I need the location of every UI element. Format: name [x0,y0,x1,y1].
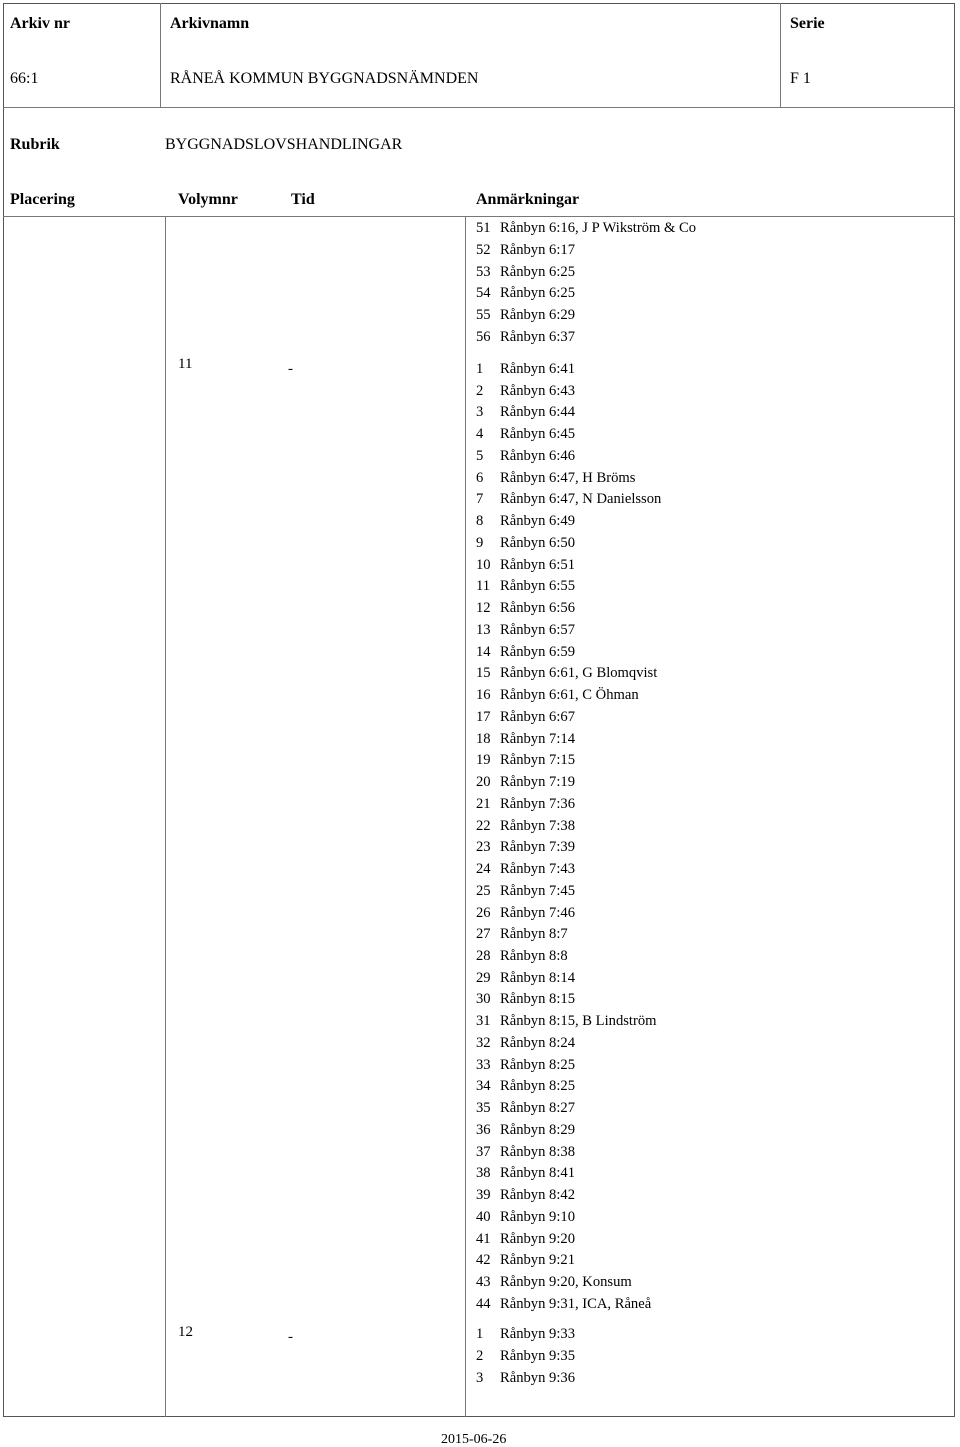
volume-tid: - [288,361,293,377]
entry-number: 8 [476,513,484,530]
arkivnamn-label: Arkivnamn [170,15,250,32]
entry-text: Rånbyn 8:38 [500,1143,575,1160]
entry-number: 19 [476,752,491,769]
list-item [476,1036,575,1051]
entry-text: Rånbyn 6:56 [500,600,575,617]
entry-number: 2 [476,1347,484,1364]
list-item [476,710,575,725]
list-item: 55 Rånbyn 6:29 [476,307,575,323]
list-item [476,688,639,703]
list-item [476,623,575,638]
list-item [476,927,568,942]
entry-text: Rånbyn 8:15 [500,991,575,1008]
list-item [476,666,657,681]
entry-number: 24 [476,861,491,878]
entry-number: 29 [476,969,491,986]
entry-number: 14 [476,643,491,660]
entry-number: 4 [476,426,484,443]
list-item [476,471,635,486]
entry-number: 38 [476,1165,491,1182]
entry-text: Rånbyn 7:46 [500,904,575,921]
list-item [476,1297,651,1312]
entry-number: 42 [476,1252,491,1269]
entry-number: 36 [476,1121,491,1138]
entry-number: 6 [476,469,484,486]
entry-text: Rånbyn 9:35 [500,1347,575,1364]
entry-number: 25 [476,882,491,899]
volume-tid: - [288,1329,293,1345]
rubrik-value: BYGGNADSLOVSHANDLINGAR [165,136,403,153]
entry-text: Rånbyn 8:41 [500,1165,575,1182]
list-item [476,558,575,573]
entry-text: Rånbyn 8:15, B Lindström [500,1013,657,1030]
list-item [476,1123,575,1138]
list-item [476,797,575,812]
entry-text: Rånbyn 7:39 [500,839,575,856]
entry-text: Rånbyn 8:29 [500,1121,575,1138]
entry-text: Rånbyn 7:45 [500,882,575,899]
entry-number: 16 [476,687,491,704]
list-item: 56 Rånbyn 6:37 [476,329,575,345]
entry-text: Rånbyn 9:31, ICA, Råneå [500,1295,652,1312]
header-column-divider [780,3,781,107]
entry-text: Rånbyn 8:7 [500,926,568,943]
entry-text: Rånbyn 6:49 [500,513,575,530]
arkivnr-value: 66:1 [10,70,39,87]
entry-number: 5 [476,447,484,464]
list-item [476,1166,575,1181]
list-item [476,384,575,399]
entry-text: Rånbyn 6:44 [500,404,575,421]
entry-number: 11 [476,578,491,595]
entry-number: 21 [476,795,491,812]
list-item [476,579,575,594]
entry-number: 7 [476,491,484,508]
entry-number: 43 [476,1274,491,1291]
entry-number: 17 [476,708,491,725]
entry-number: 31 [476,1013,491,1030]
entry-text: Rånbyn 9:10 [500,1208,575,1225]
entry-text: Rånbyn 6:43 [500,382,575,399]
entry-text: Rånbyn 8:14 [500,969,575,986]
entry-text: Rånbyn 6:45 [500,426,575,443]
entry-text: Rånbyn 6:67 [500,708,575,725]
list-item [476,601,575,616]
serie-value: F 1 [790,70,811,87]
entry-number: 1 [476,1326,484,1342]
list-item [476,1058,575,1073]
header-divider [3,107,955,108]
list-item [476,492,661,507]
list-item [476,862,575,877]
entry-number: 23 [476,839,491,856]
list-item: 52 Rånbyn 6:17 [476,242,575,258]
list-item [476,1349,575,1364]
entry-text: Rånbyn 6:41 [500,361,575,377]
list-item [476,840,575,855]
entry-text: Rånbyn 7:36 [500,795,575,812]
arkivnr-label: Arkiv nr [10,15,70,32]
list-item [476,1014,656,1029]
list-item: 51 Rånbyn 6:16, J P Wikström & Co [476,220,697,236]
entry-number: 2 [476,382,484,399]
list-item [476,362,575,377]
list-item [476,1079,575,1094]
entry-text: Rånbyn 9:36 [500,1369,575,1386]
entry-text: Rånbyn 9:20, Konsum [500,1274,632,1291]
list-item [476,1101,575,1116]
entry-text: Rånbyn 7:43 [500,861,575,878]
list-item [476,884,575,899]
entry-text: Rånbyn 8:42 [500,1187,575,1204]
list-item [476,1188,575,1203]
serie-label: Serie [790,15,825,32]
entry-text: Rånbyn 9:21 [500,1252,575,1269]
entry-number: 41 [476,1230,491,1247]
entry-number: 3 [476,1369,484,1386]
entry-number: 37 [476,1143,491,1160]
entry-number: 35 [476,1100,491,1117]
list-item [476,1145,575,1160]
list-item [476,1253,575,1268]
list-item [476,1327,575,1342]
entry-number: 22 [476,817,491,834]
list-item [476,971,575,986]
entry-text: Rånbyn 6:57 [500,621,575,638]
entry-number: 44 [476,1295,491,1312]
entry-number: 27 [476,926,491,943]
entry-number: 13 [476,621,491,638]
entry-text: Rånbyn 6:55 [500,578,575,595]
entry-text: Rånbyn 8:24 [500,1034,575,1051]
list-item [476,1210,575,1225]
entry-text: Rånbyn 8:27 [500,1100,575,1117]
entry-number: 1 [476,361,484,377]
entry-text: Rånbyn 8:8 [500,947,568,964]
list-item [476,753,575,768]
entry-text: Rånbyn 6:50 [500,534,575,551]
header-column-divider [160,3,161,107]
entry-number: 40 [476,1208,491,1225]
entry-text: Rånbyn 6:47, H Bröms [500,469,636,486]
entry-number: 18 [476,730,491,747]
entry-number: 26 [476,904,491,921]
entry-text: Rånbyn 6:46 [500,447,575,464]
list-item: 53 Rånbyn 6:25 [476,264,575,280]
column-tid: Tid [291,191,315,208]
entry-text: Rånbyn 6:51 [500,556,575,573]
entry-text: Rånbyn 7:15 [500,752,575,769]
list-item [476,775,575,790]
entry-number: 3 [476,404,484,421]
volume-number: 11 [178,356,193,372]
entry-number: 15 [476,665,491,682]
entry-number: 30 [476,991,491,1008]
list-item [476,992,575,1007]
tid-column-divider [465,216,466,1417]
placering-column-divider [165,216,166,1417]
entry-number: 33 [476,1056,491,1073]
list-item [476,645,575,660]
entry-text: Rånbyn 7:19 [500,774,575,791]
column-placering: Placering [10,191,75,208]
entry-number: 34 [476,1078,491,1095]
column-anmarkningar: Anmärkningar [476,191,580,208]
list-item [476,1275,632,1290]
volume-number: 12 [178,1324,193,1340]
column-volymnr: Volymnr [178,191,238,208]
list-item [476,449,575,464]
entry-number: 20 [476,774,491,791]
entry-number: 12 [476,600,491,617]
entry-number: 28 [476,947,491,964]
list-item: 54 Rånbyn 6:25 [476,285,575,301]
entry-text: Rånbyn 6:61, C Öhman [500,687,639,704]
entry-text: Rånbyn 8:25 [500,1056,575,1073]
list-item [476,819,575,834]
list-item [476,732,575,747]
list-item [476,405,575,420]
entry-number: 9 [476,534,484,551]
list-item [476,1371,575,1386]
entry-text: Rånbyn 6:61, G Blomqvist [500,665,658,682]
entry-number: 10 [476,556,491,573]
entry-text: Rånbyn 8:25 [500,1078,575,1095]
entry-text: Rånbyn 9:20 [500,1230,575,1247]
print-date: 2015-06-26 [441,1432,507,1447]
entry-text: Rånbyn 7:38 [500,817,575,834]
list-item [476,1232,575,1247]
list-item [476,536,575,551]
list-item [476,906,575,921]
list-item [476,949,568,964]
list-item [476,427,575,442]
column-header-divider [3,216,955,217]
entry-number: 32 [476,1034,491,1051]
rubrik-label: Rubrik [10,136,60,153]
entry-text: Rånbyn 6:59 [500,643,575,660]
entry-number: 39 [476,1187,491,1204]
list-item [476,514,575,529]
entry-text: Rånbyn 9:33 [500,1326,575,1342]
entry-text: Rånbyn 6:47, N Danielsson [500,491,662,508]
entry-text: Rånbyn 7:14 [500,730,575,747]
arkivnamn-value: RÅNEÅ KOMMUN BYGGNADSNÄMNDEN [170,70,479,87]
